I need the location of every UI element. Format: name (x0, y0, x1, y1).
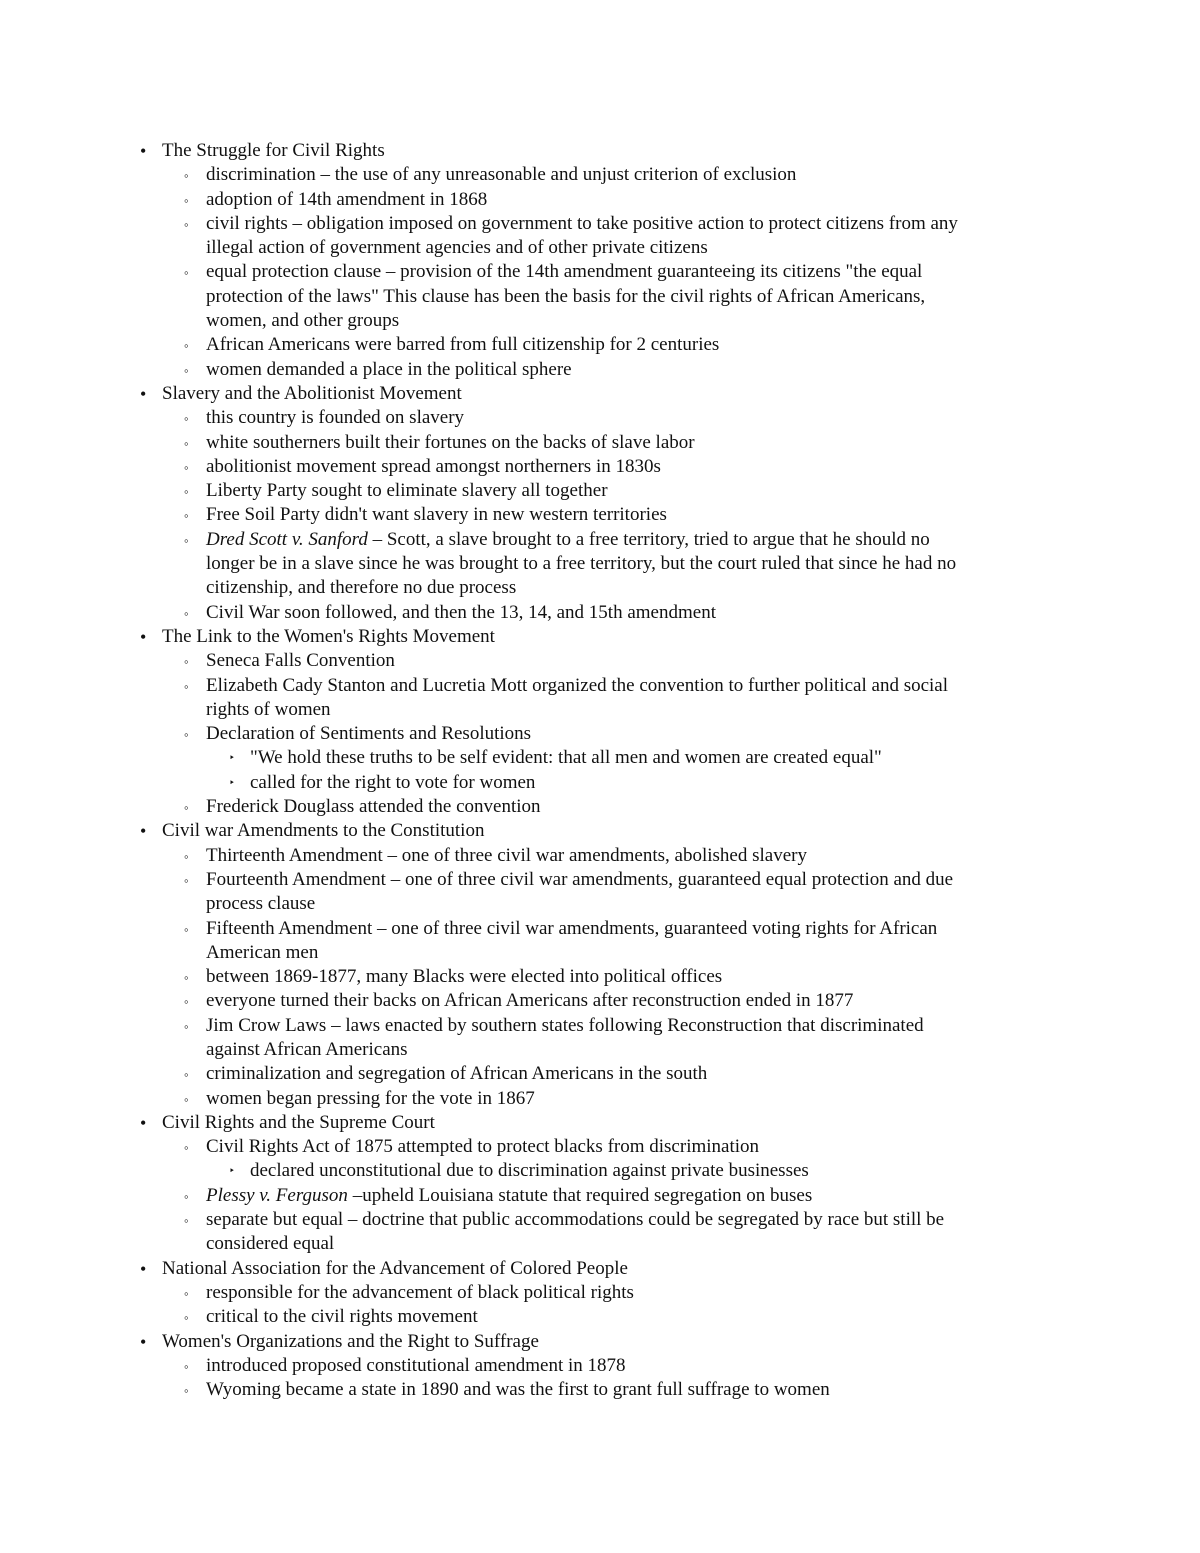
section-heading: • Women's Organizations and the Right to Suffrage (0, 1330, 1200, 1354)
list-item: ◦ Seneca Falls Convention (0, 649, 1200, 673)
list-item: ◦ Declaration of Sentiments and Resolutions (0, 722, 1200, 746)
bullet-l1: • (140, 821, 147, 842)
bullet-l2: ◦ (184, 1188, 189, 1204)
bullet-l2: ◦ (184, 1091, 189, 1107)
list-item: ◦ Plessy v. Ferguson –upheld Louisiana statute that required segregation on buses (0, 1184, 1200, 1208)
bullet-l2: ◦ (184, 1067, 189, 1083)
bullet-l2: ◦ (184, 678, 189, 694)
bullet-l2: ◦ (184, 168, 189, 184)
list-item: ◦ Free Soil Party didn't want slavery in new western territories (0, 503, 1200, 527)
list-item: ◦ Jim Crow Laws – laws enacted by southern states following Reconstruction that discriminated (0, 1014, 1200, 1038)
list-item: ◦ Liberty Party sought to eliminate slavery all together (0, 479, 1200, 503)
bullet-l2: ◦ (184, 435, 189, 451)
bullet-l1: • (140, 383, 147, 404)
list-item: ◦ Thirteenth Amendment – one of three civil war amendments, abolished slavery (0, 844, 1200, 868)
bullet-l2: ◦ (184, 508, 189, 524)
bullet-l2: ◦ (184, 605, 189, 621)
list-item: ◦ equal protection clause – provision of the 14th amendment guaranteeing its citizens "the equal (0, 260, 1200, 284)
list-item: ◦ everyone turned their backs on African Americans after reconstruction ended in 1877 (0, 989, 1200, 1013)
bullet-l2: ◦ (184, 338, 189, 354)
bullet-l1: • (140, 141, 147, 161)
list-item: ◦ Wyoming became a state in 1890 and was the first to grant full suffrage to women (0, 1378, 1200, 1402)
list-item: ◦ civil rights – obligation imposed on government to take positive action to protect citizens from any (0, 212, 1200, 236)
bullet-l2: ◦ (184, 727, 189, 743)
bullet-l2: ◦ (184, 1310, 189, 1326)
list-item-continuation: illegal action of government agencies and of other private citizens (206, 237, 708, 259)
section-heading: • The Struggle for Civil Rights (0, 139, 1200, 163)
list-item-continuation: considered equal (206, 1233, 335, 1255)
bullet-l2: ◦ (184, 265, 189, 281)
list-item: ◦ white southerners built their fortunes on the backs of slave labor (0, 431, 1200, 455)
list-item: ◦ women began pressing for the vote in 1867 (0, 1087, 1200, 1111)
bullet-l2: ◦ (184, 459, 189, 475)
case-name: Dred Scott v. Sanford (206, 528, 368, 550)
list-item-continuation: rights of women (206, 698, 331, 720)
list-item: ◦ Dred Scott v. Sanford – Scott, a slave brought to a free territory, tried to argue that he should no (0, 528, 1200, 552)
list-item: ◦ Elizabeth Cady Stanton and Lucretia Mott organized the convention to further political and social (0, 674, 1200, 698)
bullet-l2: ◦ (184, 362, 189, 378)
sub-list-item: ‣ declared unconstitutional due to discrimination against private businesses (0, 1159, 1200, 1183)
section-heading: • Civil war Amendments to the Constitution (0, 819, 1200, 843)
list-item: ◦ criminalization and segregation of African Americans in the south (0, 1062, 1200, 1086)
bullet-l2: ◦ (184, 484, 189, 500)
list-item: ◦ Fourteenth Amendment – one of three civil war amendments, guaranteed equal protection and due (0, 868, 1200, 892)
bullet-l3: ‣ (229, 753, 235, 765)
section-heading: • National Association for the Advancement of Colored People (0, 1257, 1200, 1281)
list-item-continuation: against African Americans (206, 1038, 408, 1060)
bullet-l2: ◦ (184, 970, 189, 986)
list-item: ◦ women demanded a place in the political sphere (0, 358, 1200, 382)
bullet-l3: ‣ (229, 777, 235, 789)
list-item: ◦ responsible for the advancement of black political rights (0, 1281, 1200, 1305)
list-item-continuation: protection of the laws" This clause has been the basis for the civil rights of African Americans, (206, 285, 926, 307)
sub-list-item: ‣ called for the right to vote for women (0, 771, 1200, 795)
bullet-l3: ‣ (229, 1166, 235, 1178)
list-item-continuation: American men (206, 941, 319, 963)
list-item: ◦ adoption of 14th amendment in 1868 (0, 188, 1200, 212)
section-heading: • Civil Rights and the Supreme Court (0, 1111, 1200, 1135)
list-item: ◦ separate but equal – doctrine that public accommodations could be segregated by race but still be (0, 1208, 1200, 1232)
list-item: ◦ discrimination – the use of any unreasonable and unjust criterion of exclusion (0, 163, 1200, 187)
list-item: ◦ African Americans were barred from full citizenship for 2 centuries (0, 333, 1200, 357)
list-item-continuation: longer be in a slave since he was brought to a free territory, but the court ruled that since he had no (206, 553, 957, 575)
bullet-l1: • (140, 626, 147, 647)
bullet-l2: ◦ (184, 921, 189, 937)
bullet-l2: ◦ (184, 654, 189, 670)
list-item-continuation: women, and other groups (206, 310, 400, 332)
list-item: ◦ between 1869-1877, many Blacks were elected into political offices (0, 965, 1200, 989)
bullet-l2: ◦ (184, 1140, 189, 1156)
bullet-l2: ◦ (184, 994, 189, 1010)
list-item: ◦ introduced proposed constitutional amendment in 1878 (0, 1354, 1200, 1378)
bullet-l2: ◦ (184, 800, 189, 816)
case-name: Plessy v. Ferguson (206, 1184, 348, 1206)
list-item: ◦ Frederick Douglass attended the convention (0, 795, 1200, 819)
list-item: ◦ this country is founded on slavery (0, 406, 1200, 430)
bullet-l2: ◦ (184, 1358, 189, 1374)
bullet-l1: • (140, 1331, 147, 1352)
list-item: ◦ abolitionist movement spread amongst northerners in 1830s (0, 455, 1200, 479)
list-item: ◦ Fifteenth Amendment – one of three civil war amendments, guaranteed voting rights for African (0, 917, 1200, 941)
bullet-l2: ◦ (184, 1383, 189, 1399)
bullet-l2: ◦ (184, 411, 189, 427)
sub-list-item: ‣ "We hold these truths to be self evident: that all men and women are created equal" (0, 746, 1200, 770)
bullet-l2: ◦ (184, 1018, 189, 1034)
section-heading: • The Link to the Women's Rights Movement (0, 625, 1200, 649)
list-item-continuation: citizenship, and therefore no due process (206, 577, 517, 599)
bullet-l2: ◦ (184, 872, 189, 888)
section-heading: • Slavery and the Abolitionist Movement (0, 382, 1200, 406)
bullet-l2: ◦ (184, 532, 189, 548)
list-item-continuation: process clause (206, 893, 316, 915)
list-item: ◦ Civil Rights Act of 1875 attempted to protect blacks from discrimination (0, 1135, 1200, 1159)
bullet-l2: ◦ (184, 192, 189, 208)
bullet-l2: ◦ (184, 1213, 189, 1229)
bullet-l2: ◦ (184, 1285, 189, 1301)
bullet-l2: ◦ (184, 848, 189, 864)
bullet-l1: • (140, 1112, 147, 1133)
list-item: ◦ critical to the civil rights movement (0, 1305, 1200, 1329)
notes-page (0, 139, 1200, 1402)
list-item: ◦ Civil War soon followed, and then the 13, 14, and 15th amendment (0, 601, 1200, 625)
bullet-l2: ◦ (184, 216, 189, 232)
bullet-l1: • (140, 1258, 147, 1279)
